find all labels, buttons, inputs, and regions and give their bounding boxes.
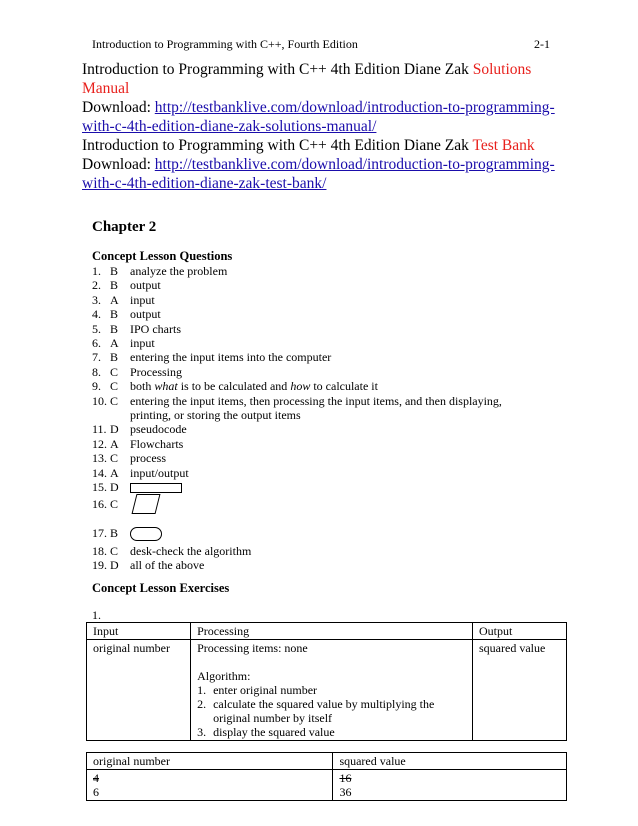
exercise-number: 1. xyxy=(92,608,101,622)
promo-line-1 xyxy=(82,60,562,98)
output-cell: squared value xyxy=(473,640,567,741)
question-18: 18. C desk-check the algorithm xyxy=(92,543,252,558)
promo-line-2-text: Introduction to Programming with C++ 4th Edition Diane Zak xyxy=(82,137,473,154)
table-row xyxy=(87,623,567,640)
desk-check-table xyxy=(86,752,567,801)
promo-download-1 xyxy=(82,98,562,136)
questions-title: Concept Lesson Questions xyxy=(92,249,233,263)
page-number: 2-1 xyxy=(534,37,550,51)
promo-download-2 xyxy=(82,155,562,193)
promo-line-1-text: Introduction to Programming with C++ 4th Edition Diane Zak xyxy=(82,61,473,78)
list-item: 2. calculate the squared value by multiplying the original number by itself xyxy=(197,697,435,725)
question-5: 5. B IPO charts xyxy=(92,321,181,336)
header-processing: Processing xyxy=(191,623,473,640)
question-7: 7. B entering the input items into the computer xyxy=(92,350,332,365)
header-input: Input xyxy=(87,623,191,640)
question-13: 13. C process xyxy=(92,451,166,466)
question-9: 9. C both what is to be calculated and how to calculate it xyxy=(92,379,378,394)
algorithm-label: Algorithm: xyxy=(197,669,251,683)
question-3: 3. A input xyxy=(92,292,155,307)
promo-block xyxy=(82,60,562,193)
question-11: 11. D pseudocode xyxy=(92,422,187,437)
questions-list xyxy=(92,264,532,573)
solutions-manual-link[interactable]: http://testbanklive.com/download/introduction-to-programming-with-c-4th-edition-diane-zak-solutions-manual/ xyxy=(82,99,555,135)
question-16: 16. C xyxy=(92,497,532,524)
test-bank-link[interactable]: http://testbanklive.com/download/introduction-to-programming-with-c-4th-edition-diane-zak-test-bank/ xyxy=(82,156,555,192)
parallelogram-icon xyxy=(132,494,161,514)
list-item: 3. display the squared value xyxy=(197,725,335,739)
question-15: 15. D xyxy=(92,480,532,496)
header-output: Output xyxy=(473,623,567,640)
ipo-chart-table xyxy=(86,622,567,741)
list-item: 1. enter original number xyxy=(197,683,318,697)
chapter-title: Chapter 2 xyxy=(92,219,157,235)
desk-values-squared: 16 36 xyxy=(333,770,567,801)
processing-items: Processing items: none xyxy=(197,641,308,655)
algorithm-steps xyxy=(197,683,466,739)
desk-header-squared: squared value xyxy=(333,753,567,770)
promo-line-2 xyxy=(82,136,562,155)
question-19: 19. D all of the above xyxy=(92,558,205,573)
terminal-rectangle-icon xyxy=(130,483,182,493)
desk-header-original: original number xyxy=(87,753,333,770)
processing-cell xyxy=(191,640,473,741)
question-1: 1. B analyze the problem xyxy=(92,264,228,278)
download-label-1: Download: xyxy=(82,99,155,116)
question-2: 2. B output xyxy=(92,278,161,293)
table-row xyxy=(87,753,567,770)
promo-line-2-red: Test Bank xyxy=(472,137,535,154)
exercises-title: Concept Lesson Exercises xyxy=(92,581,230,595)
running-header xyxy=(92,37,550,52)
question-14: 14. A input/output xyxy=(92,465,189,480)
table-row xyxy=(87,640,567,741)
running-header-title: Introduction to Programming with C++, Fourth Edition xyxy=(92,37,358,51)
question-6: 6. A input xyxy=(92,336,155,351)
question-10: 10. C entering the input items, then processing the input items, and then displaying, printing, or storing the output items xyxy=(92,393,502,423)
input-cell: original number xyxy=(87,640,191,741)
table-row xyxy=(87,770,567,801)
download-label-2: Download: xyxy=(82,156,155,173)
oval-icon xyxy=(130,527,162,541)
promo-line-1-red: Solutions Manual xyxy=(82,61,532,97)
question-17: 17. B xyxy=(92,526,532,544)
desk-values-original: 4 6 xyxy=(87,770,333,801)
question-12: 12. A Flowcharts xyxy=(92,436,184,451)
question-8: 8. C Processing xyxy=(92,364,182,379)
question-4: 4. B output xyxy=(92,307,161,322)
